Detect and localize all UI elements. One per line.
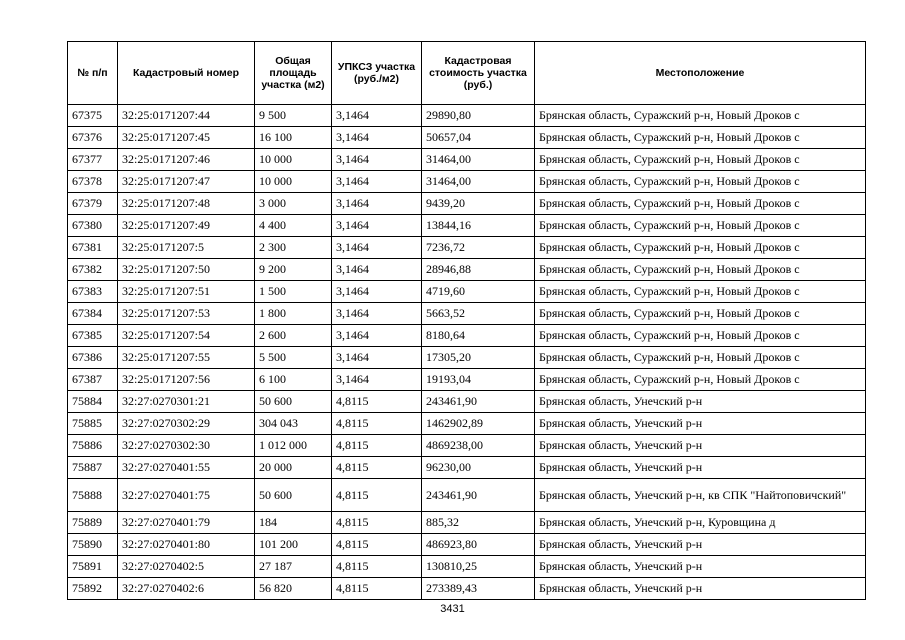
cell-location: Брянская область, Унечский р-н [535,457,866,479]
table-row [68,237,866,259]
table-row [68,413,866,435]
cell-location: Брянская область, Унечский р-н [535,534,866,556]
cell-cadastral-value: 4869238,00 [422,435,535,457]
cell-unit-value: 4,8115 [332,479,422,512]
cell-unit-value: 3,1464 [332,325,422,347]
cell-area: 101 200 [255,534,332,556]
cell-row-number: 75891 [68,556,118,578]
cell-area: 16 100 [255,127,332,149]
cell-area: 5 500 [255,347,332,369]
table-body [68,105,866,600]
cell-row-number: 75884 [68,391,118,413]
table-header [68,42,866,105]
cell-row-number: 67386 [68,347,118,369]
cell-area: 27 187 [255,556,332,578]
header-cadastral-number: Кадастровый номер [118,42,255,105]
header-cadastral-value: Кадастровая стоимость участка (руб.) [422,42,535,105]
table-row [68,435,866,457]
cell-cadastral-number: 32:25:0171207:54 [118,325,255,347]
cell-location: Брянская область, Суражский р-н, Новый Дроков с [535,171,866,193]
cell-unit-value: 3,1464 [332,215,422,237]
cell-cadastral-value: 7236,72 [422,237,535,259]
cell-cadastral-number: 32:27:0270402:5 [118,556,255,578]
table-row [68,281,866,303]
cell-location: Брянская область, Суражский р-н, Новый Дроков с [535,259,866,281]
cell-area: 2 600 [255,325,332,347]
cell-row-number: 67384 [68,303,118,325]
cell-location: Брянская область, Суражский р-н, Новый Дроков с [535,193,866,215]
cell-cadastral-value: 9439,20 [422,193,535,215]
cell-unit-value: 3,1464 [332,303,422,325]
cell-cadastral-value: 96230,00 [422,457,535,479]
cell-location: Брянская область, Суражский р-н, Новый Дроков с [535,369,866,391]
cell-cadastral-value: 29890,80 [422,105,535,127]
cell-cadastral-number: 32:25:0171207:49 [118,215,255,237]
cell-unit-value: 3,1464 [332,105,422,127]
cell-area: 9 200 [255,259,332,281]
cell-cadastral-value: 130810,25 [422,556,535,578]
cell-cadastral-value: 31464,00 [422,171,535,193]
cell-row-number: 75887 [68,457,118,479]
cell-location: Брянская область, Суражский р-н, Новый Дроков с [535,281,866,303]
cell-unit-value: 4,8115 [332,578,422,600]
table-row [68,105,866,127]
header-location: Местоположение [535,42,866,105]
cell-row-number: 75889 [68,512,118,534]
cell-unit-value: 3,1464 [332,281,422,303]
cell-row-number: 67385 [68,325,118,347]
cell-location: Брянская область, Суражский р-н, Новый Дроков с [535,127,866,149]
cell-cadastral-number: 32:25:0171207:56 [118,369,255,391]
cell-location: Брянская область, Суражский р-н, Новый Дроков с [535,215,866,237]
cell-unit-value: 3,1464 [332,127,422,149]
cell-cadastral-value: 885,32 [422,512,535,534]
cell-cadastral-value: 28946,88 [422,259,535,281]
cell-area: 3 000 [255,193,332,215]
cell-unit-value: 3,1464 [332,237,422,259]
cell-cadastral-value: 19193,04 [422,369,535,391]
cell-cadastral-number: 32:25:0171207:50 [118,259,255,281]
cell-area: 2 300 [255,237,332,259]
cell-unit-value: 3,1464 [332,193,422,215]
cell-cadastral-value: 486923,80 [422,534,535,556]
cell-row-number: 67375 [68,105,118,127]
cell-area: 6 100 [255,369,332,391]
cell-location: Брянская область, Унечский р-н [535,391,866,413]
cell-location: Брянская область, Унечский р-н [535,435,866,457]
cell-location: Брянская область, Суражский р-н, Новый Дроков с [535,303,866,325]
cell-area: 10 000 [255,171,332,193]
cell-row-number: 75892 [68,578,118,600]
table-row [68,215,866,237]
cell-cadastral-number: 32:27:0270301:21 [118,391,255,413]
cell-cadastral-number: 32:27:0270401:79 [118,512,255,534]
cell-cadastral-number: 32:25:0171207:55 [118,347,255,369]
cell-unit-value: 3,1464 [332,369,422,391]
cell-cadastral-value: 8180,64 [422,325,535,347]
table-row [68,347,866,369]
table-row [68,534,866,556]
cell-area: 50 600 [255,391,332,413]
cell-unit-value: 4,8115 [332,413,422,435]
table-row [68,171,866,193]
cell-cadastral-value: 1462902,89 [422,413,535,435]
cell-cadastral-value: 243461,90 [422,479,535,512]
table-row [68,391,866,413]
cell-cadastral-number: 32:27:0270302:29 [118,413,255,435]
cell-area: 1 500 [255,281,332,303]
cell-cadastral-number: 32:25:0171207:44 [118,105,255,127]
cell-area: 56 820 [255,578,332,600]
cell-row-number: 67382 [68,259,118,281]
cell-location: Брянская область, Суражский р-н, Новый Дроков с [535,149,866,171]
header-row-number: № п/п [68,42,118,105]
header-row [68,42,866,105]
table-row [68,325,866,347]
cell-cadastral-value: 5663,52 [422,303,535,325]
cell-area: 20 000 [255,457,332,479]
cell-area: 4 400 [255,215,332,237]
cell-row-number: 75890 [68,534,118,556]
cell-cadastral-number: 32:25:0171207:45 [118,127,255,149]
cell-cadastral-number: 32:27:0270401:80 [118,534,255,556]
cell-cadastral-number: 32:27:0270401:55 [118,457,255,479]
table-row [68,512,866,534]
cell-cadastral-value: 50657,04 [422,127,535,149]
cell-cadastral-number: 32:25:0171207:5 [118,237,255,259]
cell-row-number: 75888 [68,479,118,512]
cell-row-number: 67387 [68,369,118,391]
cell-cadastral-number: 32:25:0171207:48 [118,193,255,215]
table-row [68,127,866,149]
table-row [68,193,866,215]
cell-cadastral-number: 32:25:0171207:51 [118,281,255,303]
cell-location: Брянская область, Суражский р-н, Новый Дроков с [535,347,866,369]
cell-row-number: 67380 [68,215,118,237]
cell-row-number: 75886 [68,435,118,457]
cell-location: Брянская область, Суражский р-н, Новый Дроков с [535,325,866,347]
cell-unit-value: 3,1464 [332,149,422,171]
cell-cadastral-number: 32:25:0171207:53 [118,303,255,325]
cell-row-number: 67378 [68,171,118,193]
cell-cadastral-number: 32:25:0171207:46 [118,149,255,171]
cell-unit-value: 4,8115 [332,391,422,413]
cell-area: 304 043 [255,413,332,435]
table-row [68,259,866,281]
cell-cadastral-number: 32:25:0171207:47 [118,171,255,193]
table-row [68,457,866,479]
cell-unit-value: 4,8115 [332,435,422,457]
cell-unit-value: 3,1464 [332,259,422,281]
cell-cadastral-number: 32:27:0270401:75 [118,479,255,512]
cell-location: Брянская область, Суражский р-н, Новый Дроков с [535,237,866,259]
cell-row-number: 67376 [68,127,118,149]
cell-area: 9 500 [255,105,332,127]
table-row [68,369,866,391]
cell-cadastral-number: 32:27:0270402:6 [118,578,255,600]
table-row [68,578,866,600]
cadastral-table [67,41,866,600]
cell-location: Брянская область, Унечский р-н [535,413,866,435]
cell-cadastral-value: 243461,90 [422,391,535,413]
cell-cadastral-value: 4719,60 [422,281,535,303]
cell-cadastral-number: 32:27:0270302:30 [118,435,255,457]
cell-unit-value: 4,8115 [332,556,422,578]
cell-area: 10 000 [255,149,332,171]
cell-area: 184 [255,512,332,534]
cell-location: Брянская область, Суражский р-н, Новый Дроков с [535,105,866,127]
cell-unit-value: 4,8115 [332,457,422,479]
table-row [68,556,866,578]
cell-row-number: 67383 [68,281,118,303]
header-unit-value: УПКСЗ участка (руб./м2) [332,42,422,105]
cell-cadastral-value: 273389,43 [422,578,535,600]
table-row [68,303,866,325]
cell-location: Брянская область, Унечский р-н [535,556,866,578]
cell-area: 50 600 [255,479,332,512]
cell-row-number: 67379 [68,193,118,215]
cell-unit-value: 3,1464 [332,347,422,369]
cell-row-number: 75885 [68,413,118,435]
cell-area: 1 800 [255,303,332,325]
cell-row-number: 67381 [68,237,118,259]
cell-area: 1 012 000 [255,435,332,457]
table-row [68,479,866,512]
table-row [68,149,866,171]
cell-unit-value: 4,8115 [332,512,422,534]
cell-cadastral-value: 17305,20 [422,347,535,369]
cell-cadastral-value: 31464,00 [422,149,535,171]
page-number: 3431 [440,603,465,615]
cell-location: Брянская область, Унечский р-н, Куровщина д [535,512,866,534]
header-area: Общая площадь участка (м2) [255,42,332,105]
cell-unit-value: 3,1464 [332,171,422,193]
cell-location: Брянская область, Унечский р-н [535,578,866,600]
cell-location: Брянская область, Унечский р-н, кв СПК "Найтоповичский" [535,479,866,512]
cell-row-number: 67377 [68,149,118,171]
cell-cadastral-value: 13844,16 [422,215,535,237]
cell-unit-value: 4,8115 [332,534,422,556]
